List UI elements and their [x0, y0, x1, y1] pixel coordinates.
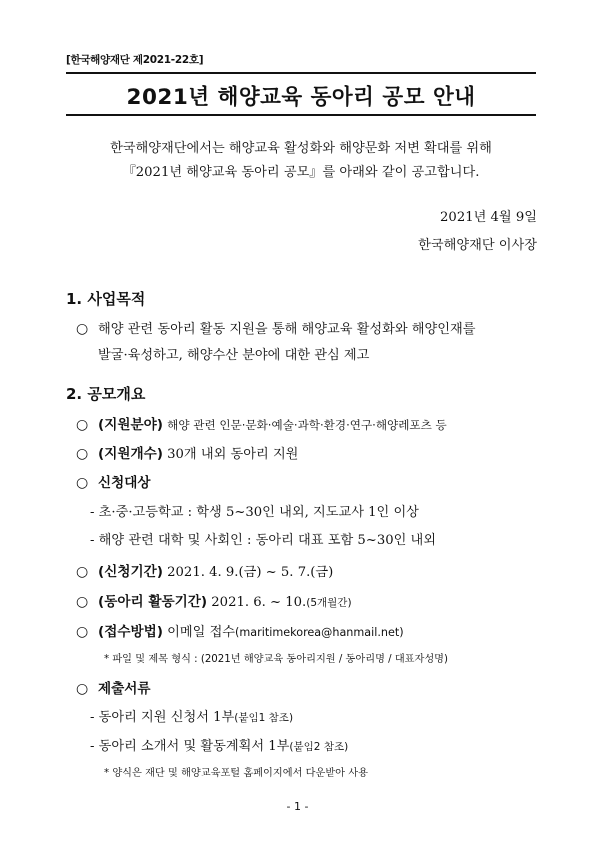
method-label: (접수방법): [98, 624, 163, 640]
apply-period-value: 2021. 4. 9.(금) ~ 5. 7.(금): [167, 565, 334, 580]
purpose-text-line-1: 해양 관련 동아리 활동 지원을 통해 해양교육 활성화와 해양인재를: [98, 322, 476, 337]
announcement-signer: 한국해양재단 이사장: [418, 238, 537, 253]
target-university: - 해양 관련 대학 및 사회인 : 동아리 대표 포함 5~30인 내외: [90, 533, 437, 548]
intro-line-2: 『2021년 해양교육 동아리 공모』를 아래와 같이 공고합니다.: [122, 165, 480, 180]
method-format-note: * 파일 및 제목 형식 : (2021년 해양교육 동아리지원 / 동아리명 / 대표자성명): [104, 654, 448, 665]
count-label: (지원개수): [98, 446, 163, 462]
title-bottom-rule: [66, 114, 536, 116]
intro-line-1: 한국해양재단에서는 해양교육 활성화와 해양문화 저변 확대를 위해: [110, 141, 492, 156]
method-item: [76, 620, 404, 640]
purpose-text-line-2: 발굴·육성하고, 해양수산 분야에 대한 관심 제고: [98, 348, 370, 363]
field-item: [76, 413, 447, 433]
apply-period-item: [76, 560, 333, 580]
target-school: - 초·중·고등학교 : 학생 5~30인 내외, 지도교사 1인 이상: [90, 505, 419, 520]
method-email: (maritimekorea@hanmail.net): [235, 626, 404, 639]
document-application-note: (붙임1 참조): [234, 712, 294, 724]
circle-bullet-icon: ○: [76, 417, 89, 433]
circle-bullet-icon: ○: [76, 446, 89, 462]
target-item: [76, 471, 151, 491]
circle-bullet-icon: ○: [76, 475, 89, 491]
document-application-form: [90, 706, 293, 725]
section-1-heading: 1. 사업목적: [66, 290, 146, 308]
section-2-heading: 2. 공모개요: [66, 385, 146, 403]
purpose-item: [76, 318, 476, 337]
circle-bullet-icon: ○: [76, 681, 89, 697]
document-application-text: - 동아리 지원 신청서 1부: [90, 710, 235, 725]
circle-bullet-icon: ○: [76, 564, 89, 580]
documents-label: 제출서류: [98, 681, 151, 697]
field-label: (지원분야): [98, 417, 163, 433]
circle-bullet-icon: ○: [76, 594, 89, 610]
activity-period-item: [76, 590, 352, 610]
announcement-date: 2021년 4월 9일: [440, 210, 537, 225]
circle-bullet-icon: ○: [76, 321, 89, 337]
activity-period-label: (동아리 활동기간): [98, 594, 208, 610]
document-activity-plan: [90, 735, 348, 754]
activity-period-value: 2021. 6. ~ 10.: [211, 595, 307, 610]
page-title: 2021년 해양교육 동아리 공모 안내: [126, 85, 476, 110]
field-value: 해양 관련 인문·문화·예술·과학·환경·연구·해양레포츠 등: [167, 418, 447, 432]
count-item: [76, 442, 298, 462]
count-value: 30개 내외 동아리 지원: [167, 447, 299, 462]
documents-footnote: * 양식은 재단 및 해양교육포털 홈페이지에서 다운받아 사용: [104, 768, 368, 779]
document-reference-number: [한국해양재단 제2021-22호]: [66, 54, 204, 66]
document-activity-plan-note: (붙임2 참조): [289, 741, 349, 753]
document-activity-plan-text: - 동아리 소개서 및 활동계획서 1부: [90, 739, 290, 754]
documents-item: [76, 677, 151, 697]
page-number: - 1 -: [286, 800, 309, 813]
target-label: 신청대상: [98, 475, 151, 491]
circle-bullet-icon: ○: [76, 624, 89, 640]
method-value: 이메일 접수: [167, 625, 236, 640]
activity-period-note: (5개월간): [306, 597, 352, 609]
apply-period-label: (신청기간): [98, 564, 163, 580]
title-top-rule: [66, 72, 536, 74]
